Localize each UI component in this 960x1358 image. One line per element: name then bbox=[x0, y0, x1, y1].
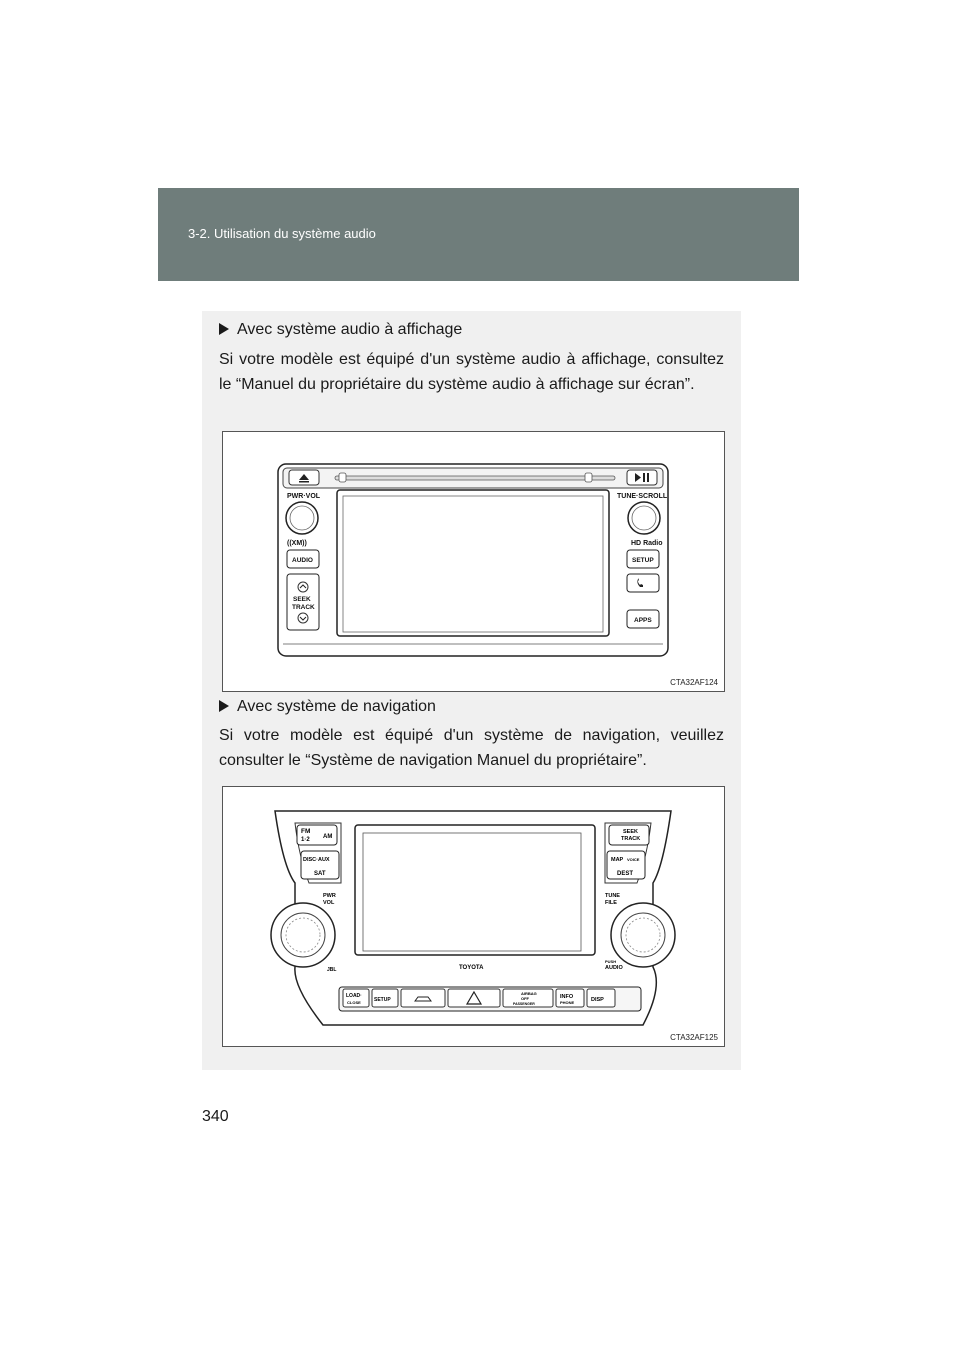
paragraph-navigation: Si votre modèle est équipé d'un système de navigation, veuillez consulter le “Système de navigation Manuel du propriétaire”. bbox=[219, 727, 724, 769]
disc-aux-label: DISC·AUX bbox=[303, 857, 330, 863]
figure-label: CTA32AF125 bbox=[670, 1033, 718, 1042]
svg-text:APPS: APPS bbox=[634, 617, 652, 624]
svg-text:OFF: OFF bbox=[521, 996, 529, 1001]
jbl-logo: JBL bbox=[327, 967, 337, 973]
pwr-vol-label: PWR·VOL bbox=[287, 493, 321, 500]
info-label: INFO bbox=[560, 994, 574, 1000]
svg-text:PASSENGER: PASSENGER bbox=[513, 1002, 535, 1006]
figure-label: CTA32AF124 bbox=[670, 678, 718, 687]
tune-scroll-knob bbox=[628, 502, 660, 534]
am-label: AM bbox=[323, 834, 333, 840]
svg-text:TRACK: TRACK bbox=[621, 836, 641, 842]
dest-label: DEST bbox=[617, 871, 634, 877]
audio-label: AUDIO bbox=[605, 965, 623, 971]
sat-label: SAT bbox=[314, 871, 326, 877]
section-header-band bbox=[158, 188, 799, 281]
subsection-heading-navigation bbox=[219, 698, 436, 716]
pwr-label: PWR bbox=[323, 893, 336, 899]
subsection-heading-text: Avec système audio à affichage bbox=[237, 321, 463, 338]
triangle-bullet-icon bbox=[219, 323, 229, 335]
section-title: 3-2. Utilisation du système audio bbox=[188, 226, 376, 241]
airbag-label: AIRBAG bbox=[521, 991, 537, 996]
car-button bbox=[401, 989, 445, 1007]
svg-text:AUDIO: AUDIO bbox=[292, 557, 313, 564]
disp-label: DISP bbox=[591, 997, 604, 1003]
svg-text:FILE: FILE bbox=[605, 900, 617, 906]
svg-text:CLOSE: CLOSE bbox=[347, 1000, 361, 1005]
svg-text:SEEK: SEEK bbox=[293, 596, 311, 603]
page-number: 340 bbox=[202, 1108, 229, 1125]
content-box bbox=[202, 311, 741, 1070]
audio-panel-illustration bbox=[223, 432, 724, 691]
load-label: LOAD· bbox=[346, 993, 362, 999]
map-label: MAP bbox=[611, 857, 624, 863]
toyota-logo: TOYOTA bbox=[459, 965, 484, 971]
push-label: PUSH bbox=[605, 959, 617, 964]
pwr-vol-knob bbox=[286, 502, 318, 534]
svg-text:PHONE: PHONE bbox=[560, 1000, 575, 1005]
subsection-heading-text: Avec système de navigation bbox=[237, 698, 436, 715]
phone-button bbox=[627, 574, 659, 592]
tune-scroll-label: TUNE·SCROLL bbox=[617, 493, 668, 500]
tune-label: TUNE bbox=[605, 893, 620, 899]
figure-navigation-panel bbox=[222, 786, 725, 1047]
hd-radio-logo: HD Radio bbox=[631, 540, 663, 547]
xm-logo: ((XM)) bbox=[287, 540, 307, 547]
seek-label: SEEK bbox=[623, 829, 638, 835]
setup-label: SETUP bbox=[374, 997, 391, 1003]
subsection-heading-audio bbox=[219, 321, 462, 339]
svg-text:VOICE: VOICE bbox=[627, 857, 640, 862]
svg-text:TRACK: TRACK bbox=[292, 604, 315, 611]
svg-text:SETUP: SETUP bbox=[632, 557, 654, 564]
paragraph-audio: Si votre modèle est équipé d'un système audio à affichage, consultez le “Manuel du propriétaire du système audio à affichage sur écran”. bbox=[219, 351, 724, 393]
svg-text:VOL: VOL bbox=[323, 900, 335, 906]
figure-audio-panel bbox=[222, 431, 725, 692]
svg-text:1·2: 1·2 bbox=[301, 837, 310, 843]
triangle-bullet-icon bbox=[219, 700, 229, 712]
navigation-panel-illustration bbox=[223, 787, 724, 1046]
fm-label: FM bbox=[301, 828, 311, 835]
